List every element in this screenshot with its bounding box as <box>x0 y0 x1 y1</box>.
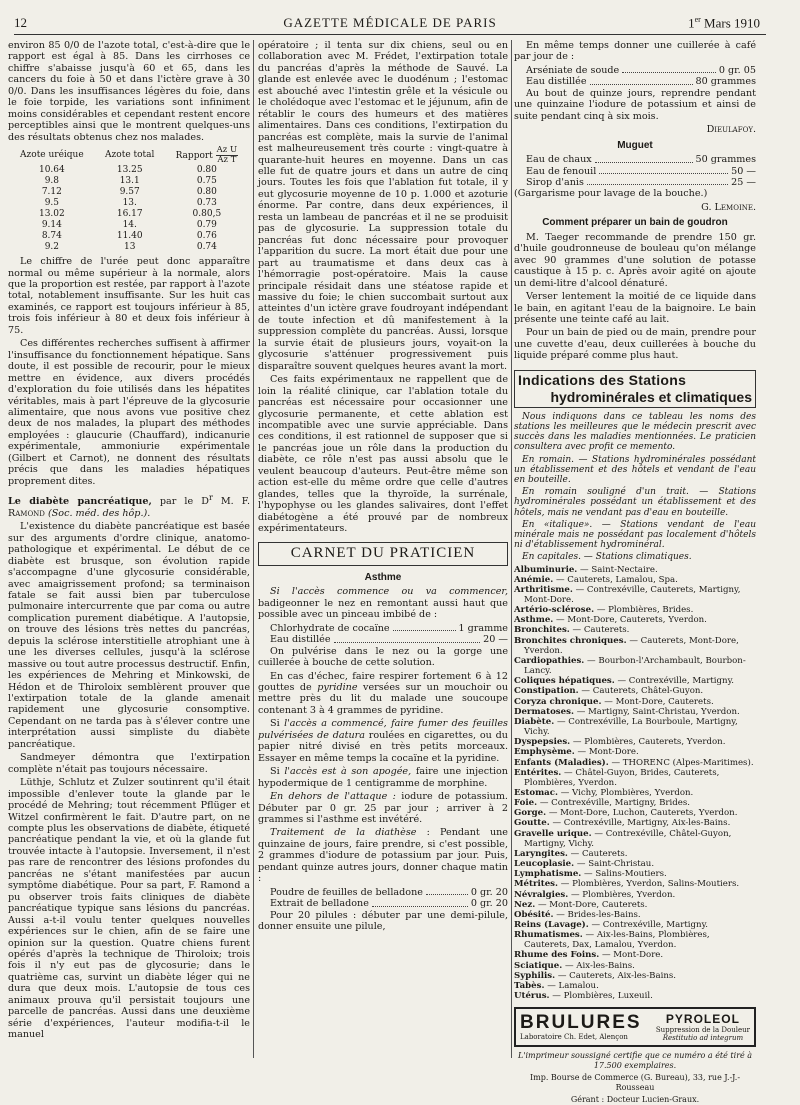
list-item: Diabète. — Contrexéville, La Bourboule, Martigny, Vichy. <box>514 716 738 738</box>
list-item: Laryngites. — Cauterets. <box>514 848 628 859</box>
column-rule <box>253 40 254 1058</box>
page-number: 12 <box>14 15 27 30</box>
paragraph: environ 85 0/0 de l'azote total, c'est-à-dire que le rapport est égal à 85. Dans les cirrhoses ce chiffre s'abaisse jusqu'à 60 et 65, dans les cancers du foie à 50 et dans l'ictère grave à 30 0/0. Dans les insuffisances légères du foie, dans le foie torpide, les variations sont infiniment moins considérables et cependant restent encore perceptibles ainsi que le montrent quelques-uns des résultats obtenus chez nos malades. <box>8 40 250 143</box>
paragraph: En même temps donner une cuillerée à café par jour de : <box>514 40 756 63</box>
prescription-line: Chlorhydrate de cocaïne 1 gramme <box>270 622 508 634</box>
paragraph: Pour 20 pilules : débuter par une demi-pilule, donner ensuite une pilule, <box>258 909 508 933</box>
ad-laboratory: Laboratoire Ch. Edet, Alençon <box>520 1033 628 1042</box>
paragraph: opératoire ; il tenta sur dix chiens, seul ou en collaboration avec M. Frédet, l'extirpation totale du pancréas d'après la méthode de Sauvé. La glande est enlevée avec le duodénum ; l'estomac est abouché avec l'intestin grêle et la vésicule ou le cholédoque avec l'estomac et le jéjunum, afin de rétablir le cours des humeurs et des matières alimentaires. Dans ces conditions, l'extirpation du pancréas est complète, mais la survie de l'animal est malheureusement très courte : vingt-quatre à quarante-huit heures en moyenne. Dans un cas elle fut de quatre jours et dans un autre de cinq jours. Toutes les fois que l'ablation fut totale, il y eut glycosurie moyenne de 10 p. 1.000 et azoturie énorme. Par contre, dans deux expériences, il resta un lambeau de pancréas et il ne se produisit pas de glycosurie. La suppression totale du pancréas fut donc nécessaire pour provoquer l'apparition du sucre. La mort était due pour une part au traumatisme et dans deux cas à l'hémorragie post-opératoire. Mais la cause principale résidait dans une stéatose rapide et massive du foie; le chien succombait surtout aux atteintes d'un ictère grave foudroyant indépendant de toute infection et dû manifestement à la suppression complète du pancréas. Aussi, lorsque la survie était de plusieurs jours, voyait-on la glycosurie s'atténuer progressivement puis disparaître souvent quelques heures avant la mort. <box>258 40 508 372</box>
table-header: Azote total <box>105 150 155 161</box>
signature: Dieulafoy. <box>706 124 756 136</box>
paragraph: Traitement de la diathèse : Pendant une quinzaine de jours, faire prendre, si c'est possible, 2 grammes d'iodure de potassium par jour. Puis, pendant quinze autres jours, donner chaque matin : <box>258 827 508 885</box>
list-item: Bronchites. — Cauterets. <box>514 625 630 636</box>
paragraph: Si l'accès a commencé, faire fumer des feuilles pulvérisées de datura roulées en cigarettes, ou du papier nitré divisé en très petits morceaux. Essayer en même temps la cocaïne et la pyridine. <box>258 718 508 764</box>
list-item: Coryza chronique. — Mont-Dore, Cauterets. <box>514 696 714 707</box>
list-item: Constipation. — Cauterets, Châtel-Guyon. <box>514 686 704 697</box>
prescription-line: Eau de fenouil 50 — <box>526 165 756 177</box>
table-row: 9.14 14. 0.79 <box>41 220 217 231</box>
list-item: Albuminurie. — Saint-Nectaire. <box>514 564 658 575</box>
table-row: 9.8 13.1 0.75 <box>44 176 217 187</box>
list-item: Anémie. — Cauterets, Lamalou, Spa. <box>514 574 678 585</box>
section-heading: Muguet <box>617 139 653 151</box>
paragraph: Lüthje, Schlutz et Zulzer soutinrent qu'il était impossible d'enlever toute la glande par le procédé de Mehring; tout récemment Pflüger et Witzel confirmèrent le fait. D'autre part, on ne compte plus les observations de diabète, étiqueté pancréatique pendant la vie, et où la glande fut trouvée intacte à l'autopsie. Inversement, il n'est pas rare de rencontrer des lésions profondes du pancréas ne s'étant manifestées par aucun symptôme diabétique. Pour sa part, F. Ramond a pu observer trois faits cliniques de diabète pancréatique typique sans lésions du pancréas. Aussi a-t-il voulu tenter quelques nouvelles expériences sur le chien, afin de se faire une opinion sur la question. Quatre chiens furent opérés d'après la technique de Thiroloix; trois fois il n'y eut pas de glycosurie; dans le quatrième cas, survint un diabète léger qui ne dura que deux mois. L'autopsie de tous ces animaux prouva qu'il persistait toujours une parcelle de pancréas. Aussi dans une deuxième série d'expériences, l'auteur modifia-t-il le manuel <box>8 777 250 1041</box>
prescription-line: Eau de chaux 50 grammes <box>526 154 756 166</box>
brulures-advertisement <box>514 1007 756 1047</box>
list-item: Arthritisme. — Contrexéville, Cauterets, Martigny, Mont-Dore. <box>514 584 741 605</box>
prescription <box>514 154 756 188</box>
carnet-title: CARNET DU PRATICIEN <box>258 542 508 565</box>
table-header: Rapport $\frac{\text{Az U}}{\text{Az T}}$ <box>175 145 238 166</box>
signature: G. Lemoine. <box>701 201 756 213</box>
table-row: 8.74 11.40 0.76 <box>41 231 217 242</box>
paragraph: En dehors de l'attaque : iodure de potassium. Débuter par 0 gr. 25 par jour ; arriver à 2 grammes si l'asthme est invétéré. <box>258 791 508 825</box>
printer-line: Imp. Bourse de Commerce (G. Bureau), 33, rue J.-J.-Rousseau <box>529 1073 741 1092</box>
list-item: Dyspepsies. — Plombières, Cauterets, Yverdon. <box>514 737 726 748</box>
table-row: 7.12 9.57 0.80 <box>41 187 217 198</box>
manager-line: Gérant : Docteur Lucien-Graux. <box>570 1095 700 1105</box>
paragraph: Sandmeyer démontra que l'extirpation complète n'était pas toujours nécessaire. <box>8 752 250 775</box>
section-heading: Comment préparer un bain de goudron <box>542 217 728 229</box>
article-heading: Le diabète pancréatique, par le $D^r$ M. F. Ramond (Soc. méd. des hôp.). <box>8 493 250 519</box>
prescription-line: Eau distillée 80 grammes <box>526 76 756 88</box>
column-rule <box>511 40 512 1058</box>
azote-table <box>8 146 250 253</box>
list-item: Obésité. — Brides-les-Bains. <box>514 909 641 920</box>
list-item: Gravelle urique. — Contrexéville, Châtel-Guyon, Martigny, Vichy. <box>514 828 732 849</box>
ad-brand: BRULURES <box>520 1012 642 1034</box>
ad-tagline: Suppression de la Douleur <box>655 1025 750 1034</box>
stations-subtitle: hydrominérales et climatiques <box>550 389 752 406</box>
list-item: Sciatique. — Aix-les-Bains. <box>514 960 635 971</box>
list-item: Névralgies. — Plombières, Yverdon. <box>514 889 676 900</box>
prescription <box>258 623 508 646</box>
paragraph: Si l'accès est à son apogée, faire une injection hypodermique de 1 centigramme de morphine. <box>258 766 508 789</box>
print-run-note: L'imprimeur soussigné certifie que ce numéro a été tiré à 17.500 exemplaires. <box>517 1051 753 1070</box>
table-row: 9.5 13. 0.73 <box>44 198 217 209</box>
table-header: Azote uréique <box>20 150 84 161</box>
paragraph: L'existence du diabète pancréatique est basée sur des arguments d'ordre clinique, anatomo-pathologique et expérimental. Le début de ce diabète est brusque, son évolution rapide s'accompagne d'une glycosurie considérable, avec amaigrissement profond; sa terminaison fatale se fait aussi bien par tuberculose pulmonaire intercurrente que par coma ou autre complication purement diabétique. A l'autopsie, on trouve des lésions très nettes du pancréas, depuis la sclérose interstitielle atrophiant une à une les diverses cellules, jusqu'à la sclérose massive ou tout autre processus destructif. Enfin, les expériences de Mehring et Minkowski, de Hédon et de Thiroloix semblèrent prouver que l'extirpation totale de la glande amenait rapidement une glycosurie consomptive. Cependant on ne tarda pas à s'élever contre une interprétation aussi simpliste du diabète pancréatique. <box>8 521 250 750</box>
table-row: 10.64 13.25 0.80 <box>38 165 217 176</box>
ratio-fraction: $\frac{\text{Az U}}{\text{Az T}}$ <box>216 145 238 166</box>
section-heading: Asthme <box>364 571 402 583</box>
list-item: Estomac. — Vichy, Plombières, Yverdon. <box>514 787 694 798</box>
paragraph: On pulvérise dans le nez ou la gorge une cuillerée à bouche de cette solution. <box>258 645 508 669</box>
list-item: Rhume des Foins. — Mont-Dore. <box>514 950 664 961</box>
list-item: Asthme. — Mont-Dore, Cauterets, Yverdon. <box>514 615 707 626</box>
stations-legend: Nous indiquons dans ce tableau les noms des stations les meilleures que le médecin prescrit avec succès dans les maladies mentionnées. Le praticien consultera avec profit ce memento. En romain. — Stations hydrominérales possédant un établissement et des hôtels et vendant de l'eau en bouteille. En romain souligné d'un trait. — Stations hydrominérales possédant un établissement et des hôtels, mais ne vendant pas d'eau en bouteille. En «italique». — Stations vendant de l'eau minérale mais ne possédant pas localement d'hôtels ni d'établissement hydrominéral. En capitales. — Stations climatiques. <box>514 411 756 563</box>
list-item: Coliques hépatiques. — Contrexéville, Martigny. <box>514 676 735 687</box>
list-item: Tabès. — Lamalou. <box>514 980 599 991</box>
ad-product: PYROLEOL <box>665 1011 740 1026</box>
paragraph: Au bout de quinze jours, reprendre pendant une quinzaine l'iodure de potassium et ainsi de suite pendant cinq à six mois. <box>514 87 756 122</box>
list-item: Entérites. — Châtel-Guyon, Brides, Cauterets, Plombières, Yverdon. <box>514 767 720 788</box>
prescription-note: (Gargarisme pour lavage de la bouche.) <box>514 188 708 200</box>
list-item: Emphysème. — Mont-Dore. <box>514 747 639 758</box>
prescription-line: Arséniate de soude 0 gr. 05 <box>526 64 756 76</box>
list-item: Cardiopathies. — Bourbon-l'Archambault, Bourbon-Lancy. <box>514 655 746 677</box>
prescription-line: Poudre de feuilles de belladone 0 gr. 20 <box>270 886 508 898</box>
ad-tagline: Restitutio ad integrum <box>662 1033 744 1042</box>
list-item: Métrites. — Plombières, Yverdon, Salins-Moutiers. <box>514 879 740 890</box>
list-item: Nez. — Mont-Dore, Cauterets. <box>514 899 648 910</box>
page-header <box>14 14 766 35</box>
paragraph: Pour un bain de pied ou de main, prendre pour une cuvette d'eau, deux cuillerées à bouche du liquide préparé comme plus haut. <box>514 327 756 362</box>
prescription-line: Eau distillée 20 — <box>270 634 508 646</box>
list-item: Foie. — Contrexéville, Martigny, Brides. <box>514 798 691 809</box>
paragraph: Verser lentement la moitié de ce liquide dans le bain, en agitant l'eau de la baignoire. Le bain présente une teinte café au lait. <box>514 291 756 325</box>
table-row: 13.02 16.17 0.80,5 <box>38 209 222 220</box>
paragraph: Le chiffre de l'urée peut donc apparaître normal ou même supérieur à la normale, alors que la proportion est restée, par rapport à l'azote total, notablement insuffisante. Sur les huit cas examinés, ce rapport est toujours inférieur à 85, trois fois inférieur à 80 et deux fois inférieur à 75. <box>8 256 250 336</box>
list-item: Dermatoses. — Martigny, Saint-Christau, Yverdon. <box>514 706 740 717</box>
list-item: Utérus. — Plombières, Luxeuil. <box>514 991 653 1002</box>
list-item: Gorge. — Mont-Dore, Luchon, Cauterets, Yverdon. <box>514 808 738 819</box>
list-item: Reins (Lavage). — Contrexéville, Martigny. <box>514 920 709 930</box>
list-item: Lymphatisme. — Salins-Moutiers. <box>514 869 667 880</box>
list-item: Rhumatismes. — Aix-les-Bains, Plombières, Cauterets, Dax, Lamalou, Yverdon. <box>514 930 710 951</box>
paragraph: Ces faits expérimentaux ne rappellent que de loin la réalité clinique, car l'ablation totale du pancréas est nécessaire pour occasionner une glycosurie permanente, et cette ablation est incompatible avec une survie appréciable. Dans ces conditions, il est rationnel de supposer que si le pancréas joue un rôle dans la production du diabète, ce rôle n'est pas aussi absolu que le veulent beaucoup d'auteurs. Peut-être même son action est-elle du même ordre que celle d'autres glandes, telles que la thyroïde, la surrénale, l'hypophyse ou les glandes salivaires, dont l'effet diabétogène a été prouvé par de nombreux expérimentateurs. <box>258 374 508 535</box>
list-item: Bronchites chroniques. — Cauterets, Mont-Dore, Yverdon. <box>514 635 739 656</box>
list-item: Goutte. — Contrexéville, Martigny, Aix-les-Bains. <box>514 818 731 829</box>
prescription-line: Extrait de belladone 0 gr. 20 <box>270 898 508 910</box>
table-row: 9.2 13 0.74 <box>44 242 217 253</box>
prescription <box>514 65 756 88</box>
issue-date: 1er Mars 1910 <box>688 15 760 31</box>
list-item: Leucoplasie. — Saint-Christau. <box>514 859 655 870</box>
paragraph: Si l'accès commence ou va commencer, badigeonner le nez en remontant aussi haut que possible avec un pinceau imbibé de : <box>258 586 508 621</box>
paragraph: En cas d'échec, faire respirer fortement 6 à 12 gouttes de pyridine versées sur un mouchoir ou mettre près du lit du malade une soucoupe contenant 3 à 4 grammes de pyridine. <box>258 670 509 716</box>
list-item: Syphilis. — Cauterets, Aix-les-Bains. <box>514 970 677 981</box>
paragraph: M. Taeger recommande de prendre 150 gr. d'huile goudronneuse de bouleau qu'on mélange avec 90 grammes d'une solution de potasse caustique à 15 p. c. Après avoir agité on ajoute un demi-litre d'alcool dénaturé. <box>514 231 756 289</box>
stations-list <box>514 565 756 1002</box>
column-right <box>514 40 756 1105</box>
stations-title: Indications des Stations <box>518 371 687 388</box>
prescription <box>258 887 508 910</box>
stations-title-box <box>514 370 756 408</box>
paragraph: Ces différentes recherches suffisent à affirmer l'insuffisance du fonctionnement hépatique. Sans doute, il est possible de recourir, pour le mieux mettre en évidence, aux divers procédés d'exploration du foie utilisés dans les hépatites véritables, mais à part l'épreuve de la glycosurie alimentaire, que nous avons vue positive chez deux de nos malades, la plupart des méthodes employées : glaucurie (Chauffard), indicanurie expérimentale, ammoniurie expérimentale (Gilbert et Carnot), ne donnent des résultats précis que dans les maladies hépatiques proprement dites. <box>8 338 250 487</box>
journal-title: GAZETTE MÉDICALE DE PARIS <box>283 15 497 30</box>
list-item: Artério-sclérose. — Plombières, Brides. <box>514 605 694 616</box>
column-left <box>8 40 250 1060</box>
column-middle <box>258 40 508 1060</box>
prescription-line: Sirop d'anis 25 — <box>526 176 756 188</box>
list-item: Enfants (Maladies). — THORENC (Alpes-Maritimes). <box>514 757 754 768</box>
